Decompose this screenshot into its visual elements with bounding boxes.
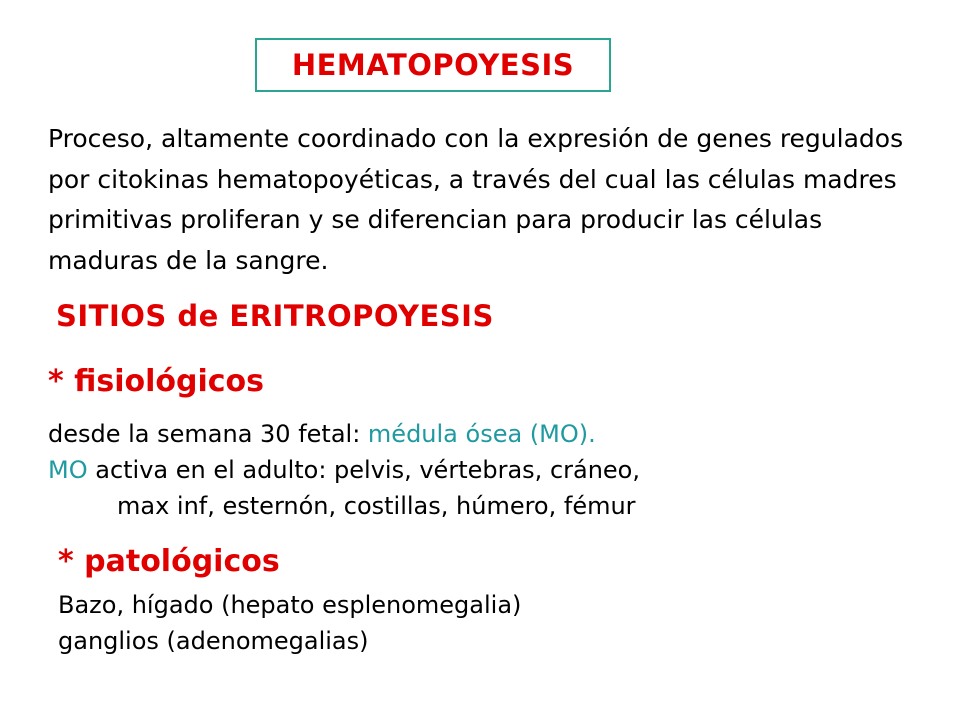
fisiologicos-line-1	[48, 416, 640, 452]
title-box	[255, 38, 611, 92]
section-heading: SITIOS de ERITROPOYESIS	[56, 299, 494, 333]
fisiologicos-line-2-highlight: MO	[48, 456, 88, 484]
fisiologicos-heading: * fisiológicos	[48, 364, 265, 399]
patologicos-heading: * patológicos	[58, 544, 280, 579]
patologicos-line-1: Bazo, hígado (hepato esplenomegalia)	[58, 591, 522, 619]
fisiologicos-line-2-text: activa en el adulto: pelvis, vértebras, cráneo,	[87, 456, 640, 484]
patologicos-line-2: ganglios (adenomegalias)	[58, 627, 369, 655]
fisiologicos-line-3: max inf, esternón, costillas, húmero, fémur	[117, 492, 636, 520]
page-title: HEMATOPOYESIS	[291, 48, 575, 82]
fisiologicos-line-1-highlight: médula ósea (MO).	[367, 420, 596, 448]
patologicos-list	[58, 587, 521, 659]
fisiologicos-list	[48, 416, 640, 524]
definition-paragraph: Proceso, altamente coordinado con la expresión de genes regulados por citokinas hematopoyéticas, a través del cual las células madres primitivas proliferan y se diferencian para producir las células maduras de la sangre.	[48, 124, 904, 275]
fisiologicos-line-1-text: desde la semana 30 fetal:	[48, 420, 368, 448]
fisiologicos-line-2	[48, 452, 640, 488]
